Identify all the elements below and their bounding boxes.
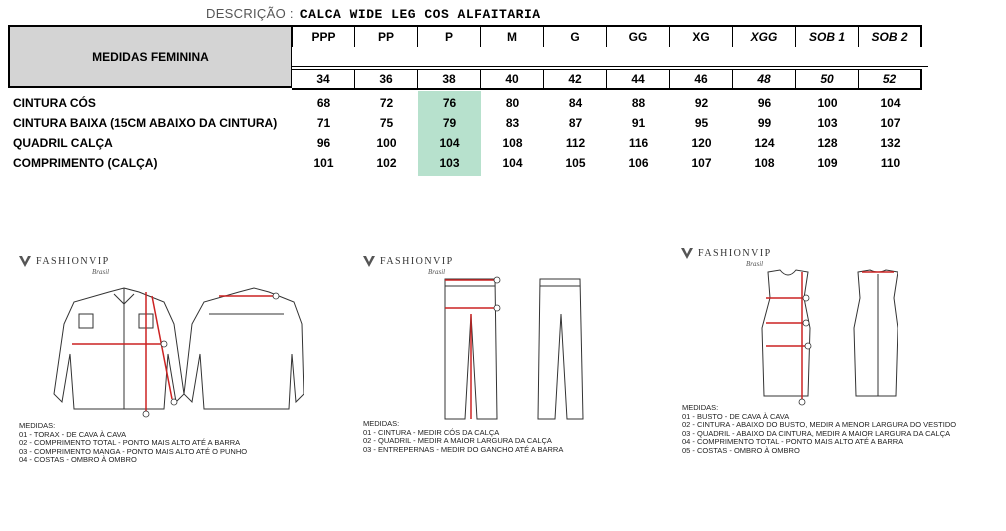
brand-icon	[18, 254, 32, 268]
measurement-value: 132	[880, 136, 901, 150]
size-number: 38	[418, 69, 481, 90]
table-row	[13, 153, 901, 173]
row-label: CINTURA BAIXA (15CM ABAIXO DA CINTURA)	[13, 116, 278, 130]
measurement-value: 103	[817, 116, 838, 130]
size-table-header	[8, 25, 928, 90]
brand-icon	[362, 254, 376, 268]
size-number: 34	[292, 69, 355, 90]
measurement-value: 124	[754, 136, 775, 150]
measurement-value: 100	[817, 96, 838, 110]
size-labels-row	[292, 25, 922, 47]
row-label: COMPRIMENTO (CALÇA)	[13, 156, 158, 170]
table-row	[13, 133, 901, 153]
product-name: CALCA WIDE LEG COS ALFAITARIA	[299, 7, 541, 22]
measurement-value: 103	[439, 156, 460, 170]
size-label: SOB 1	[796, 25, 859, 47]
measurement-value: 87	[568, 116, 583, 130]
shirt-figure: FASHIONVIP Brasil MEDIDAS: 01 - TORAX - DE CAVA À CAVA 02 - COMPRIMENTO TOTAL - PONTO MAIS ALTO ATÉ A BARRA 03 - COMPRIMENTO MANGA - PONTO MAIS ALTO ATÉ O PUNHO 04 - COSTAS - OMBRO À OMBRO	[14, 248, 314, 478]
pants-measure-notes: MEDIDAS: 01 - CINTURA - MEDIR CÓS DA CALÇA 02 - QUADRIL - MEDIR A MAIOR LARGURA DA CALÇA 03 - ENTREPERNAS - MEDIR DO GANCHO ATÉ A BARRA	[363, 419, 564, 454]
measurement-value: 108	[754, 156, 775, 170]
description-line	[206, 6, 541, 24]
measurement-value: 68	[316, 96, 331, 110]
measurement-value: 83	[505, 116, 520, 130]
size-label: PPP	[292, 25, 355, 47]
table-row	[13, 113, 901, 133]
brand-icon	[680, 246, 694, 260]
measurement-value: 79	[442, 116, 457, 130]
size-numbers-row	[292, 69, 922, 88]
shirt-drawing	[34, 284, 304, 419]
measurement-value: 106	[628, 156, 649, 170]
measurement-value: 112	[565, 136, 586, 150]
measurement-value: 88	[631, 96, 646, 110]
size-label: XG	[670, 25, 733, 47]
measurement-value: 116	[628, 136, 649, 150]
size-number: 42	[544, 69, 607, 90]
size-number: 36	[355, 69, 418, 90]
shirt-measure-notes: MEDIDAS: 01 - TORAX - DE CAVA À CAVA 02 - COMPRIMENTO TOTAL - PONTO MAIS ALTO ATÉ A BARRA 03 - COMPRIMENTO MANGA - PONTO MAIS ALTO ATÉ O PUNHO 04 - COSTAS - OMBRO À OMBRO	[19, 421, 248, 465]
measurement-value: 105	[565, 156, 586, 170]
measurement-value: 104	[439, 136, 460, 150]
pants-drawing	[435, 274, 585, 424]
measurement-value: 92	[694, 96, 709, 110]
size-number: 52	[859, 69, 922, 90]
measurement-value: 72	[379, 96, 394, 110]
size-label: P	[418, 25, 481, 47]
measurement-value: 96	[757, 96, 772, 110]
measurement-value: 107	[691, 156, 712, 170]
measurement-value: 109	[817, 156, 838, 170]
size-label: M	[481, 25, 544, 47]
brand-logo: FASHIONVIP	[18, 254, 110, 268]
measurement-value: 104	[502, 156, 523, 170]
measurement-value: 100	[376, 136, 397, 150]
measurement-value: 84	[568, 96, 583, 110]
dress-measure-notes: MEDIDAS: 01 - BUSTO - DE CAVA À CAVA 02 - CINTURA - ABAIXO DO BUSTO, MEDIR A MENOR LARGURA DO VESTIDO 03 - QUADRIL - ABAIXO DA CINTURA, MEDIR A MAIOR LARGURA DA CALÇA 04 - COMPRIMENTO TOTAL - PONTO MAIS ALTO ATÉ A BARRA 05 - COSTAS - OMBRO À OMBRO	[682, 403, 957, 455]
measurement-value: 104	[880, 96, 901, 110]
table-row	[13, 93, 901, 113]
dress-drawing	[758, 268, 898, 408]
pants-figure: FASHIONVIP Brasil MEDIDAS: 01 - CINTURA - MEDIR CÓS DA CALÇA 02 - QUADRIL - MEDIR A MAIOR LARGURA DA CALÇA 03 - ENTREPERNAS - MEDIR DO GANCHO ATÉ A BARRA	[360, 248, 600, 463]
measurement-rows	[13, 93, 901, 173]
measurement-value: 76	[442, 96, 457, 110]
measurement-value: 75	[379, 116, 394, 130]
measurement-value: 91	[631, 116, 646, 130]
size-label: GG	[607, 25, 670, 47]
size-label: PP	[355, 25, 418, 47]
measurement-value: 80	[505, 96, 520, 110]
brand-logo: FASHIONVIP	[680, 246, 772, 260]
size-number: 46	[670, 69, 733, 90]
measurement-value: 107	[880, 116, 901, 130]
row-label: QUADRIL CALÇA	[13, 136, 113, 150]
measurement-value: 99	[757, 116, 772, 130]
size-number: 40	[481, 69, 544, 90]
measurement-value: 110	[880, 156, 901, 170]
measurement-value: 102	[376, 156, 397, 170]
measurement-value: 120	[691, 136, 712, 150]
size-label: G	[544, 25, 607, 47]
size-number: 50	[796, 69, 859, 90]
dress-figure: FASHIONVIP Brasil MEDIDAS: 01 - BUSTO - DE CAVA À CAVA 02 - CINTURA - ABAIXO DO BUSTO, MEDIR A MENOR LARGURA DO VESTIDO 03 - QUADRIL - ABAIXO DA CINTURA, MEDIR A MAIOR LARGURA DA CALÇA 04 - COMPRIMENTO TOTAL - PONTO MAIS ALTO ATÉ A BARRA 05 - COSTAS - OMBRO À OMBRO	[682, 247, 957, 455]
size-number: 48	[733, 69, 796, 90]
description-label: DESCRIÇÃO :	[206, 6, 294, 21]
size-label: XGG	[733, 25, 796, 47]
measurement-value: 128	[817, 136, 838, 150]
measurement-value: 95	[694, 116, 709, 130]
measurement-value: 96	[316, 136, 331, 150]
row-label: CINTURA CÓS	[13, 96, 96, 110]
measurement-value: 108	[502, 136, 523, 150]
measurement-value: 101	[313, 156, 334, 170]
header-divider	[292, 47, 928, 67]
size-number: 44	[607, 69, 670, 90]
table-title: MEDIDAS FEMININA	[8, 25, 292, 88]
measurement-value: 71	[316, 116, 331, 130]
size-label: SOB 2	[859, 25, 922, 47]
brand-logo: FASHIONVIP	[362, 254, 454, 268]
